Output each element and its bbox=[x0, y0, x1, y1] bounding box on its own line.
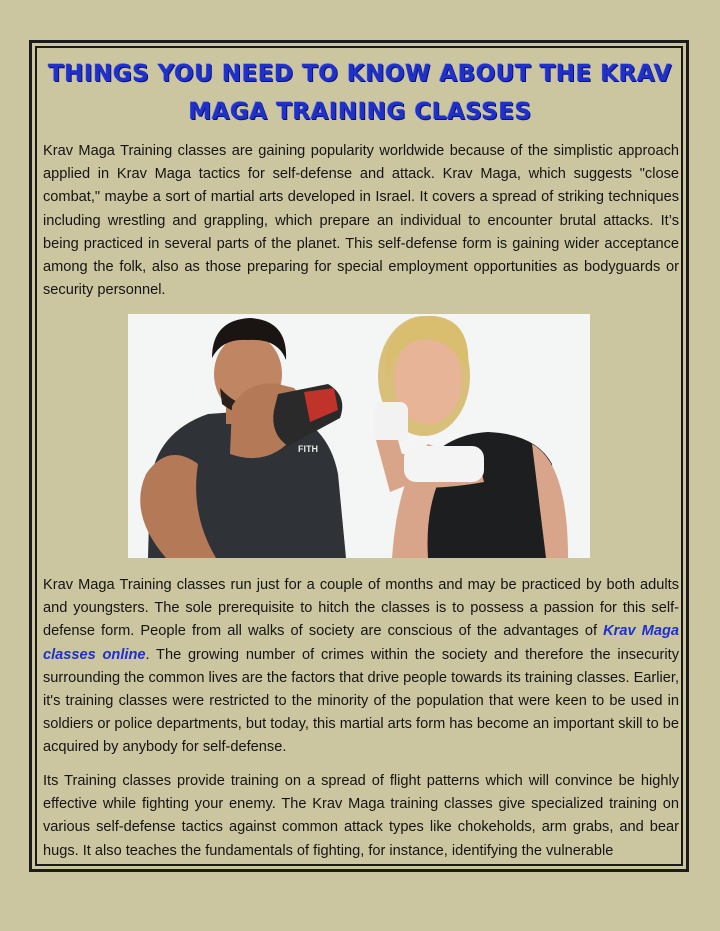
page-title: THINGS YOU NEED TO KNOW ABOUT THE KRAV MAGA TRAINING CLASSES bbox=[48, 61, 672, 125]
paragraph2-after: . The growing number of crimes within the society and therefore the insecurity surrounding the common lives are the factors that drive people towards its training classes. Earlier, it's training classes were restricted to the minority of the population that were keen to be used in soldiers or police departments, but today, this martial arts form has become an important skill to be acquired by anybody for self-defense. bbox=[43, 646, 679, 756]
second-paragraph bbox=[43, 574, 679, 760]
krav-maga-photo bbox=[128, 314, 590, 558]
woman-figure bbox=[374, 316, 568, 558]
krav-maga-classes-online-link[interactable]: Krav Maga classes online bbox=[43, 623, 679, 663]
shirt-logo: FITH bbox=[298, 444, 318, 454]
third-paragraph: Its Training classes provide training on a spread of flight patterns which will convince be highly effective while fighting your enemy. The Krav Maga training classes give specialized training on various self-defense tactics against common attack types like chokeholds, arm grabs, and bear hugs. It also teaches the fundamentals of fighting, for instance, identifying the vulnerable bbox=[43, 773, 679, 859]
fighters-illustration bbox=[128, 314, 590, 558]
intro-paragraph: Krav Maga Training classes are gaining popularity worldwide because of the simplistic approach applied in Krav Maga tactics for self-defense and attack. Krav Maga, which suggests "close combat," maybe a sort of martial arts developed in Israel. It covers a spread of striking techniques including wrestling and grappling, which prepare an individual to encounter brutal attacks. It’s being practiced in several parts of the planet. This self-defense form is gaining wider acceptance among the folk, also as those preparing for special employment opportunities as bodyguards or security personnel. bbox=[43, 143, 679, 299]
man-figure bbox=[140, 318, 346, 558]
paragraph2-before: Krav Maga Training classes run just for a couple of months and may be practiced by both adults and youngsters. The sole prerequisite to hitch the classes is to possess a passion for this self-defense form. People from all walks of society are conscious of the advantages of bbox=[43, 577, 679, 640]
